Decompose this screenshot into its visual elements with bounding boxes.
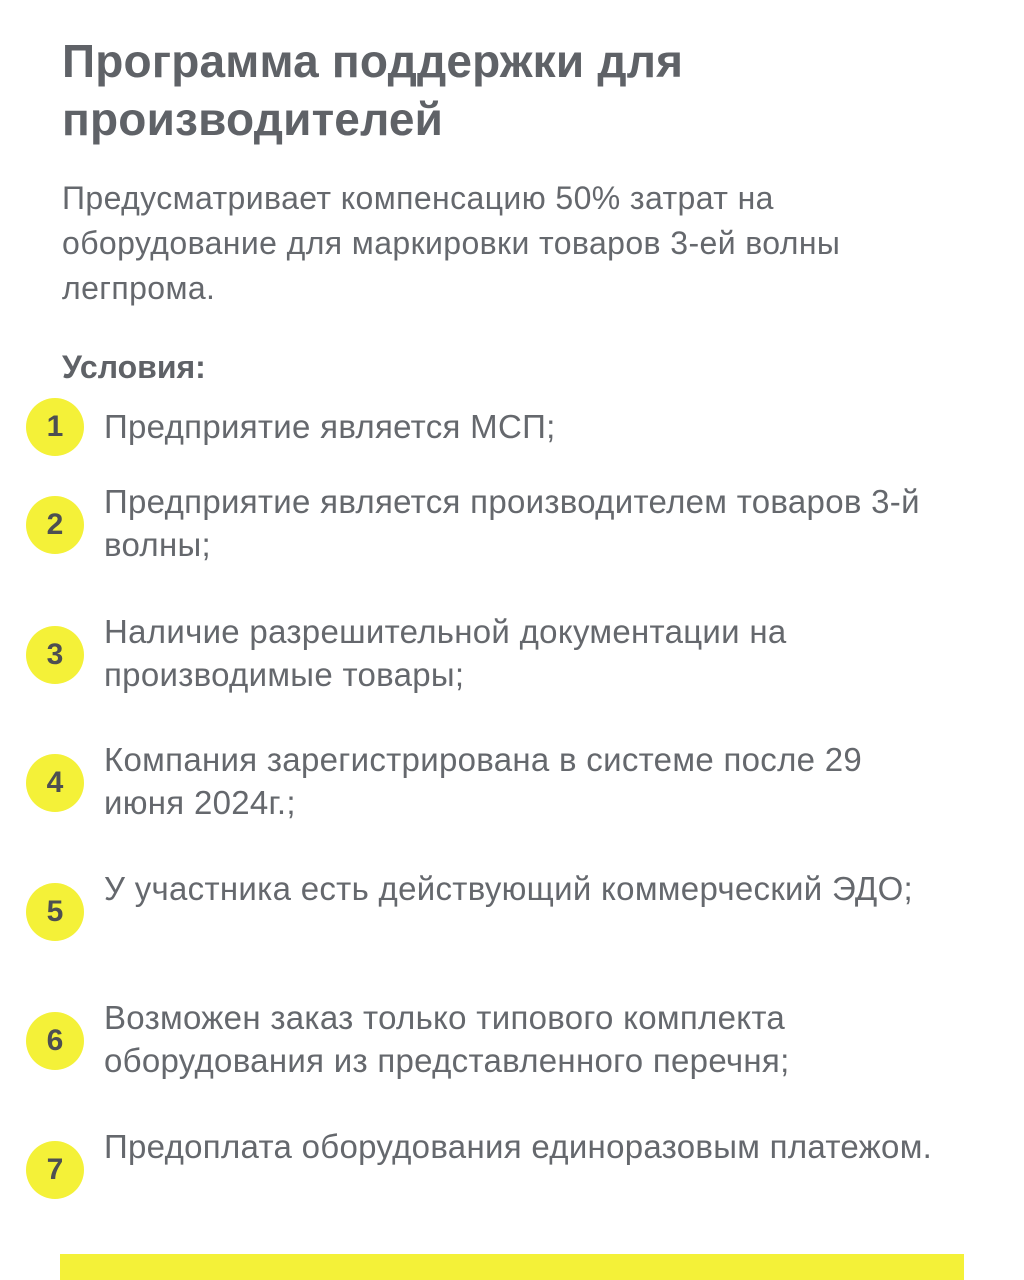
condition-text: Предоплата оборудования единоразовым платежом. <box>104 1128 933 1165</box>
condition-text: Предприятие является производителем товаров 3-й волны; <box>104 483 920 563</box>
number-badge: 6 <box>26 1012 84 1070</box>
condition-text: У участника есть действующий коммерческий ЭДО; <box>104 870 914 907</box>
number-badge: 5 <box>26 883 84 941</box>
intro-text: Предусматривает компенсацию 50% затрат на оборудование для маркировки товаров 3-ей волны легпрома. <box>62 180 841 306</box>
condition-text: Компания зарегистрирована в системе после 29 июня 2024г.; <box>104 741 863 821</box>
number-badge: 3 <box>26 626 84 684</box>
number-badge: 7 <box>26 1141 84 1199</box>
condition-text: Возможен заказ только типового комплекта оборудования из представленного перечня; <box>104 999 790 1079</box>
accent-bar <box>60 1254 964 1280</box>
page-title: Программа поддержки для производителей <box>62 35 684 145</box>
condition-text: Предприятие является МСП; <box>104 408 556 445</box>
condition-text: Наличие разрешительной документации на производимые товары; <box>104 613 787 693</box>
number-badge: 1 <box>26 398 84 456</box>
conditions-heading: Условия: <box>62 349 206 385</box>
number-badge: 4 <box>26 754 84 812</box>
number-badge: 2 <box>26 496 84 554</box>
